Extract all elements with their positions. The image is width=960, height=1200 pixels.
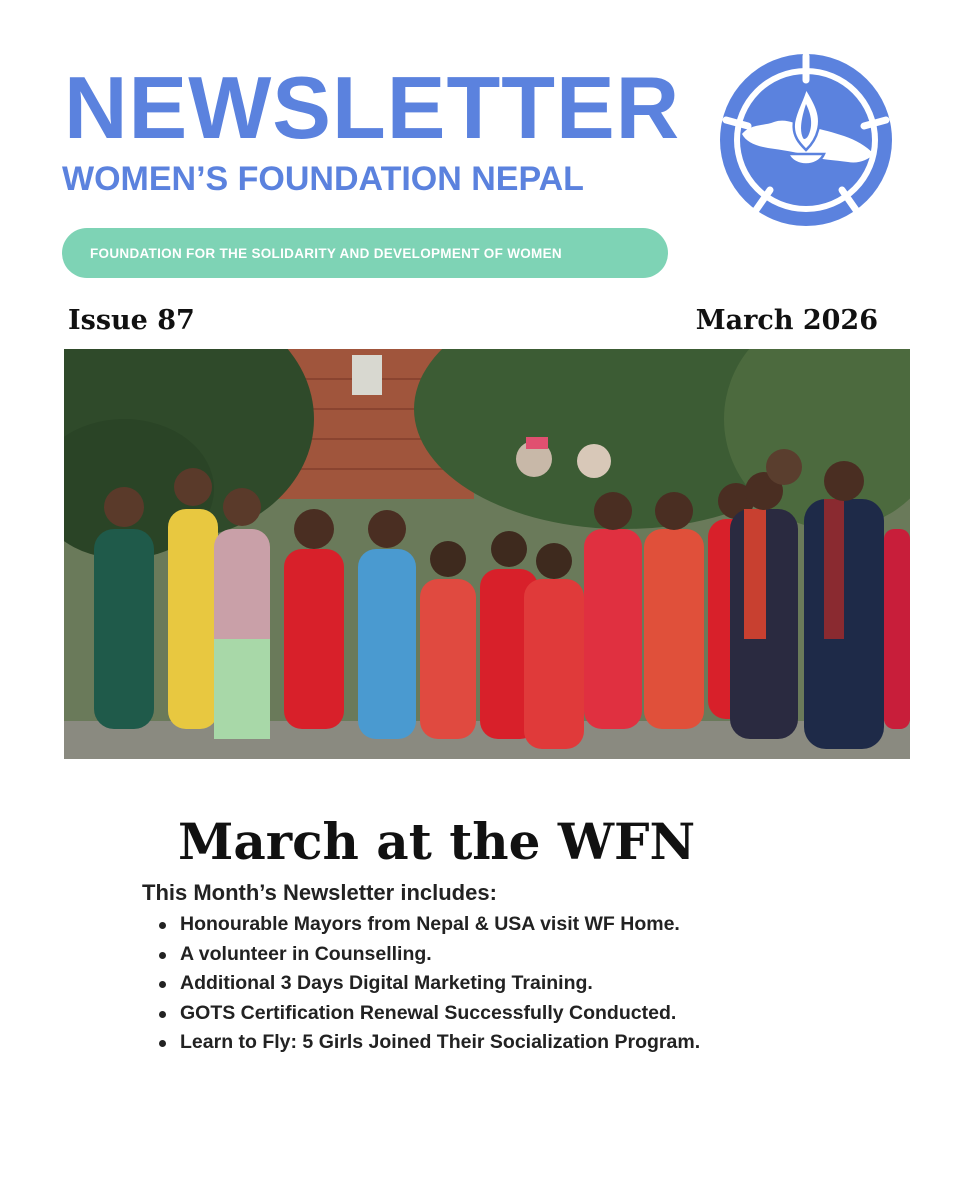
contents-intro: This Month’s Newsletter includes: [142,880,497,905]
list-item: A volunteer in Counselling. [156,940,700,970]
list-item: Additional 3 Days Digital Marketing Training. [156,969,700,999]
list-item: GOTS Certification Renewal Successfully Conducted. [156,999,700,1029]
newsletter-title: NEWSLETTER [64,58,681,157]
nepal-map-flame-emblem-icon [716,50,896,230]
issue-date: March 2026 [695,305,878,336]
issue-number: Issue 87 [68,305,195,336]
group-photo-image [64,349,910,759]
cover-group-photo [64,349,910,759]
list-item: Learn to Fly: 5 Girls Joined Their Socialization Program. [156,1028,700,1058]
list-item: Honourable Mayors from Nepal & USA visit WF Home. [156,910,700,940]
tagline-text: FOUNDATION FOR THE SOLIDARITY AND DEVELOPMENT OF WOMEN [90,245,562,261]
contents-list [156,910,700,1058]
section-title: March at the WFN [178,812,696,871]
organization-name: WOMEN’S FOUNDATION NEPAL [62,160,584,198]
tagline-banner [62,228,668,278]
